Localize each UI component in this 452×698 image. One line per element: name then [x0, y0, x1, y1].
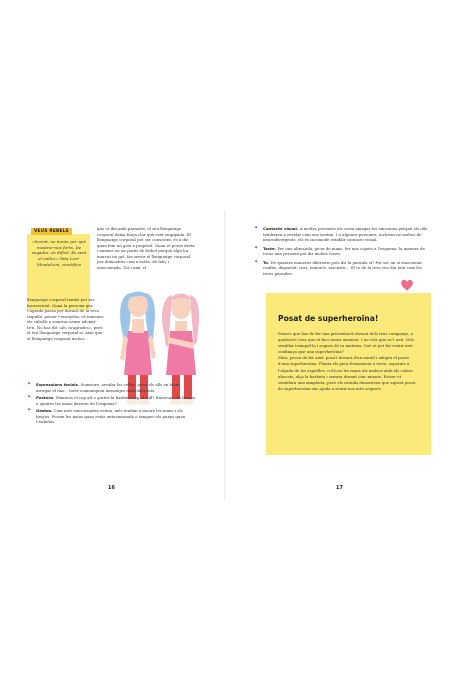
bullet-term: Postura. — [36, 395, 55, 400]
bullet-text: Somriure, arrufar les celles, girar els ulls en blanc, arrugar el nas... totes comuniquen missatges molt diferents. — [36, 382, 182, 393]
box-title: Posat de superheroïna! — [278, 314, 379, 323]
page-number-right: 17 — [336, 485, 343, 491]
bullet-tone — [254, 260, 432, 277]
bullet-touch — [254, 246, 432, 257]
star-bullet-icon: ✦ — [27, 407, 32, 413]
quote-tag: VEUS REBELS — [31, 228, 72, 235]
bullet-term: Tacte. — [263, 245, 277, 251]
box-paragraph: Mira, prova de fer això: posa't davant d'un mirall i adopta el posat d'una superheroïna. Planta els peus fermament a terra, separats a l'alçada de les espatlles, col·loca les mans als malucs amb els colzes abocats, alça la barbeta i somriu durant cinc minuts. Potser et semblarà una ximpleria, però els estudis demostren que aquest posat de superheroïna ens ajuda a sentir-nos més segures. — [278, 355, 416, 391]
bullet-text: Mantens el cap alt o gortes la barbeta cap al coll? Encreues els braços o ajuntes les mans darrere de l'esquena? — [36, 395, 196, 406]
star-bullet-icon: ✦ — [254, 258, 259, 265]
bullet-term: To. — [263, 259, 270, 265]
left-bullet-list — [27, 382, 197, 427]
body-text-main: llenguatge corporal també pot ser inconscient. Quan la persona que t'agrada passa per davant de la teva taquilla, potser t'enrojoles, et remenes els cabells o somrius sense adonar-te'n. No has dit «oh, m'agrades», però el teu llenguatge corporal sí. Això que el llenguatge corporal inclou... — [27, 297, 104, 341]
bullet-posture — [27, 395, 197, 406]
page-number-left: 16 — [108, 485, 115, 491]
box-paragraph: Penses que has de fer una presentació davant dels teus companys, o qualsevol cosa que et faci sentir ansietat. I no vols que se't noti. Vols semblar tranquil·la i segura de tu mateixa. Què et pot fer sentir més confiança que una superheroïna? — [278, 331, 414, 355]
star-bullet-icon: ✦ — [254, 225, 259, 231]
right-bullet-list — [254, 226, 432, 279]
heart-icon — [400, 278, 414, 292]
quote-text: «Sovint, no tenim per què mostrar-nos forts. De vegades, és difícil. Es sent el millor.» Rita Levi-Montalcini, científica — [31, 239, 87, 267]
star-bullet-icon: ✦ — [254, 244, 259, 251]
bullet-term: Contacte visual. — [263, 226, 299, 231]
box-text — [278, 331, 420, 392]
bullet-text: De quantes maneres diferents pots dir la paraula sí? Pot ser un sí emocionat, confús, disgustat, trist, temorós, sarcàstic... El to de la teva veu diu tant com les teves paraules. — [263, 259, 423, 276]
body-text-top: que et diu amb paraules, el seu llenguatge corporal deixa força clar què està empipada. El llenguatge corporal pot ser conscient, és a dir, quan fem un gest a propòsit. Quan et poses dreta i animes en un partit de futbol perquè algú ha marcat un gol, fas servir el llenguatge corporal per demostrar com n'estàs, de feliç i emocionada. Tot i així, el — [97, 226, 195, 270]
star-bullet-icon: ✦ — [27, 394, 32, 400]
bullet-term: Expressions facials. — [36, 382, 80, 387]
bullet-text: Fer una abraçada, picar de mans, fer uns copets a l'esquena: la manera de tocar una persona pot dir moltes coses. — [263, 245, 425, 256]
left-page — [0, 0, 224, 698]
bullet-gestures — [27, 408, 197, 425]
right-page — [226, 0, 452, 698]
superheroine-box — [266, 293, 431, 455]
bullet-term: Gestos. — [36, 408, 53, 413]
star-bullet-icon: ✦ — [27, 381, 32, 387]
bullet-text: Com més emocionades estem, més tendim a moure les mans i els braços. Posem les mans quan estàs entusiasmada o tanques els punys quan t'enfades. — [36, 408, 186, 424]
bullet-text: A moltes persones els costa amagar les emocions perquè els ulls tendeixen a revelar com ens sentim. I a algunes persones, incloent-ne moltes de neurodivergents, els és incòmode establir contacte visual. — [263, 226, 428, 242]
bullet-expressions — [27, 382, 197, 393]
bullet-eye-contact — [254, 226, 432, 243]
